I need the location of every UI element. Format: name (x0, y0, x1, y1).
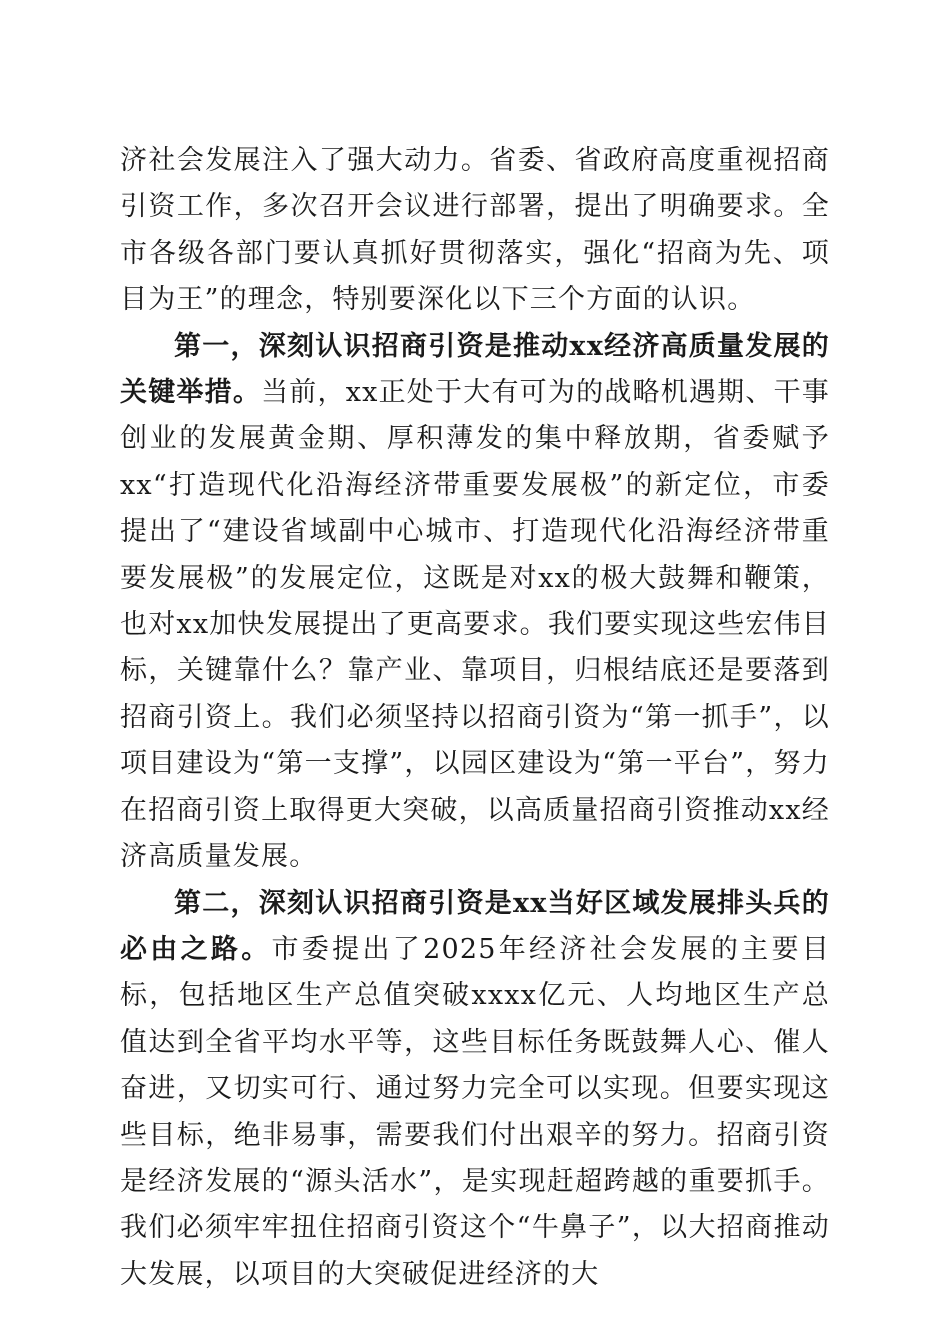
paragraph-continuation (120, 138, 830, 324)
paragraph-text: 当前，xx正处于大有可为的战略机遇期、干事创业的发展黄金期、厚积薄发的集中释放期，省委赋予xx“打造现代化沿海经济带重要发展极”的新定位，市委提出了“建设省域副中心城市、打造现代化沿海经济带重要发展极”的发展定位，这既是对xx的极大鼓舞和鞭策，也对xx加快发展提出了更高要求。我们要实现这些宏伟目标，关键靠什么？靠产业、靠项目，归根结底还是要落到招商引资上。我们必须坚持以招商引资为“第一抓手”，以项目建设为“第一支撑”，以园区建设为“第一平台”，努力在招商引资上取得更大突破，以高质量招商引资推动xx经济高质量发展。 (120, 377, 831, 873)
paragraph-lead-heading: 第一，深刻认识招商引资是推动xx经济高质量发展的关键举措。 (120, 330, 830, 409)
paragraph-lead-heading: 第二，深刻认识招商引资是xx当好区域发展排头兵的必由之路。 (120, 887, 830, 965)
paragraph-point-two (120, 881, 830, 1299)
paragraph-point-one (120, 324, 830, 881)
paragraph-text: 市委提出了2025年经济社会发展的主要目标，包括地区生产总值突破xxxx亿元、人均地区生产总值达到全省平均水平等，这些目标任务既鼓舞人心、催人奋进，又切实可行、通过努力完全可以实现。但要实现这些目标，绝非易事，需要我们付出艰辛的努力。招商引资是经济发展的“源头活水”，是实现赶超跨越的重要抓手。我们必须牢牢扭住招商引资这个“牛鼻子”，以大招商推动大发展，以项目的大突破促进经济的大 (120, 933, 830, 1290)
paragraph-text: 济社会发展注入了强大动力。省委、省政府高度重视招商引资工作，多次召开会议进行部署，提出了明确要求。全市各级各部门要认真抓好贯彻落实，强化“招商为先、项目为王”的理念，特别要深化以下三个方面的认识。 (120, 145, 830, 316)
document-body (120, 138, 830, 1298)
